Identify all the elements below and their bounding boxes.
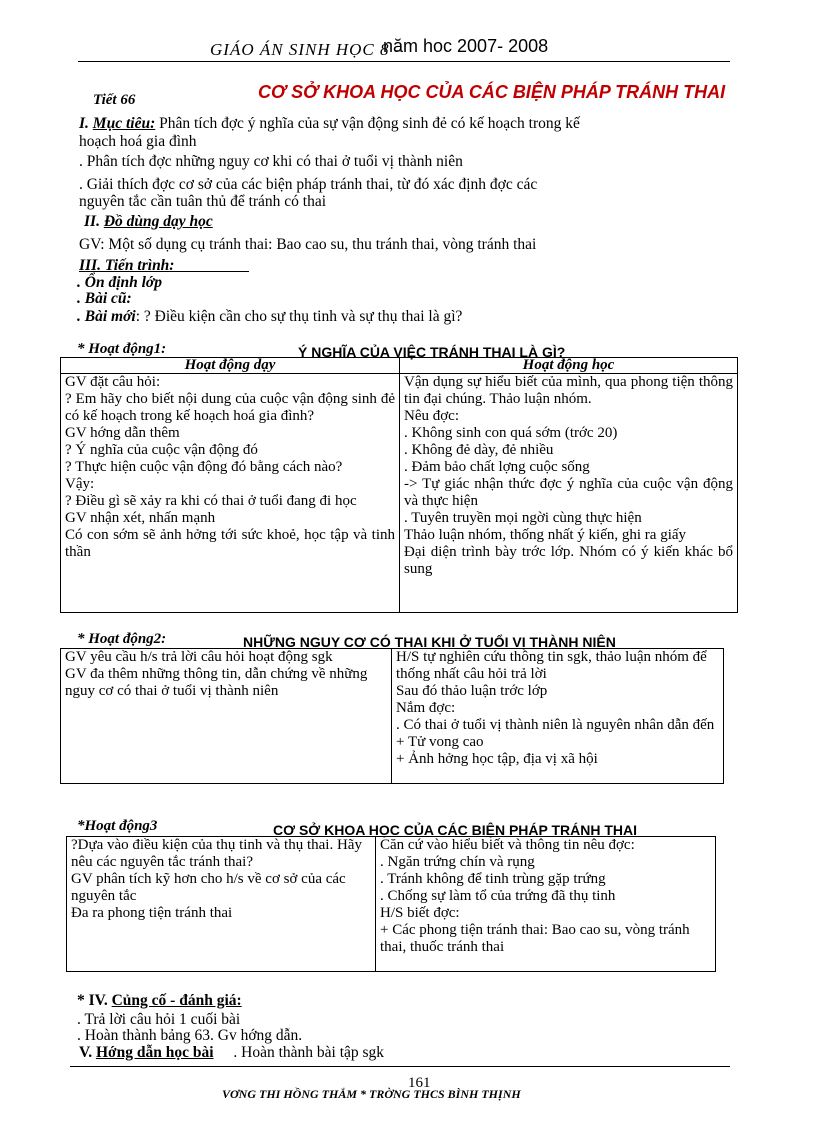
materials-label: II. xyxy=(84,213,100,230)
homework-heading: Hớng dẫn học bài xyxy=(95,1044,214,1061)
activity-1-teacher-item: GV hớng dẫn thêm xyxy=(65,425,180,441)
header-rule xyxy=(78,61,730,62)
activity-3-student-item: Căn cứ vào hiểu biết và thông tin nêu đợc: xyxy=(380,837,635,853)
activity-1-teacher-item: GV nhận xét, nhấn mạnh xyxy=(65,510,216,526)
materials-line-1: GV: Một số dụng cụ tránh thai: Bao cao su, thu tránh thai, vòng tránh thai xyxy=(79,236,537,253)
activity-1-student-item: . Không sinh con quá sớm (trớc 20) xyxy=(404,425,618,441)
activity-1-teacher-item: Vậy: xyxy=(65,476,95,492)
objectives-heading: Mục tiêu: xyxy=(92,115,156,132)
objectives-label: I. xyxy=(79,115,89,132)
page-number: 161 xyxy=(408,1075,431,1091)
review-heading-line xyxy=(77,992,242,1010)
activity-3-teacher-item: ?Dựa vào điều kiện của thụ tinh và thụ thai. Hãy nêu các nguyên tắc tránh thai? xyxy=(71,837,362,870)
activity-3-student-item: . Chống sự làm tổ của trứng đã thụ tinh xyxy=(380,888,616,904)
footer-author-school: VƠNG THI HỒNG THẮM * TRỜNG THCS BÌNH THỊNH xyxy=(222,1087,521,1101)
activity-1-table xyxy=(60,357,738,613)
activity-1-student-item: . Đảm bảo chất lợng cuộc sống xyxy=(404,459,590,475)
objectives-text-1: Phân tích đợc ý nghĩa của sự vận động sinh đẻ có kế hoạch trong kế xyxy=(159,115,580,132)
activity-2-student-item: Sau đó thảo luận trớc lớp xyxy=(396,683,548,699)
process-step-3-text: : ? Điều kiện cần cho sự thụ tinh và sự thụ thai là gì? xyxy=(135,308,463,325)
activity-1-student-item: . Tuyên truyền mọi ngời cùng thực hiện xyxy=(404,510,642,526)
activity-1-student-item: Nêu đợc: xyxy=(404,408,459,424)
review-label: * IV. xyxy=(77,992,108,1009)
activity-1-teacher-item: ? Em hãy cho biết nội dung của cuộc vận động sinh đẻ có kế hoạch trong kế hoạch hoá gia đình? xyxy=(65,391,395,424)
activity-2-student-item: H/S tự nghiên cứu thông tin sgk, thảo luận nhóm để thống nhất câu hỏi trả lời xyxy=(396,649,707,682)
process-heading: III. Tiến trình: xyxy=(79,257,175,274)
activity-2-student-item: + Tử vong cao xyxy=(396,734,484,750)
lesson-title: CƠ SỞ KHOA HỌC CỦA CÁC BIỆN PHÁP TRÁNH THAI xyxy=(258,82,726,102)
activity-3-label: *Hoạt động3 xyxy=(77,818,158,834)
activity-1-student-item: Thảo luận nhóm, thống nhất ý kiến, ghi ra giấy xyxy=(404,527,687,543)
review-heading: Củng cố - đánh giá: xyxy=(111,992,242,1009)
process-step-3 xyxy=(77,308,462,326)
process-step-1: . Ổn định lớp xyxy=(77,274,162,291)
objectives-line-1 xyxy=(79,115,580,133)
homework-text: . Hoàn thành bài tập sgk xyxy=(233,1044,385,1061)
objectives-line-3: . Giải thích đợc cơ sở của các biện pháp tránh thai, từ đó xác định đợc các xyxy=(79,176,538,193)
homework-label: V. xyxy=(79,1044,93,1061)
activity-2-title: NHỮNG NGUY CƠ CÓ THAI KHI Ở TUỔI VỊ THÀNH NIÊN xyxy=(243,634,616,650)
activity-3-title: CƠ SỞ KHOA HỌC CỦA CÁC BIỆN PHÁP TRÁNH THAI xyxy=(273,822,638,838)
footer-rule xyxy=(70,1066,730,1067)
activity-1-teacher-item: ? Điều gì sẽ xảy ra khi có thai ở tuổi đang đi học xyxy=(65,493,357,509)
process-underline xyxy=(79,271,249,272)
activity-2-table xyxy=(60,648,724,784)
activity-2-teacher-item: GV đa thêm những thông tin, dẫn chứng về những nguy cơ có thai ở tuổi vị thành niên xyxy=(65,666,368,699)
activity-3-student-item: + Các phong tiện tránh thai: Bao cao su, vòng tránh thai, thuốc tránh thai xyxy=(380,922,690,955)
activity-3-table xyxy=(66,836,716,972)
lesson-number: Tiết 66 xyxy=(93,92,136,108)
activity-1-student-item: Đại diện trình bày trớc lớp. Nhóm có ý kiến khác bổ sung xyxy=(404,544,733,577)
materials-heading-line xyxy=(84,213,213,231)
header-school-year: năm hoc 2007- 2008 xyxy=(383,36,549,56)
activity-3-teacher-item: Đa ra phong tiện tránh thai xyxy=(71,905,233,921)
activity-1-teacher-cell xyxy=(61,374,400,613)
activity-1-teacher-item: ? Ý nghĩa của cuộc vận động đó xyxy=(65,442,258,458)
activity-2-student-item: + Ảnh hởng học tập, địa vị xã hội xyxy=(396,751,598,767)
review-line-2: . Hoàn thành bảng 63. Gv hớng dẫn. xyxy=(77,1027,303,1044)
activity-1-teacher-item: GV đặt câu hỏi: xyxy=(65,374,161,390)
activity-1-student-item: -> Tự giác nhận thức đợc ý nghĩa của cuộc vận động và thực hiện xyxy=(404,476,733,509)
objectives-line-1b: hoạch hoá gia đình xyxy=(79,133,197,150)
activity-3-student-item: H/S biết đợc: xyxy=(380,905,460,921)
activity-3-student-cell xyxy=(376,837,716,972)
review-line-1: . Trả lời câu hỏi 1 cuối bài xyxy=(77,1011,241,1028)
activity-3-teacher-cell xyxy=(67,837,376,972)
objectives-line-3b: nguyên tắc cần tuân thủ để tránh có thai xyxy=(79,193,327,210)
activity-3-student-item: . Tránh không để tinh trùng gặp trứng xyxy=(380,871,606,887)
activity-2-student-item: . Có thai ở tuổi vị thành niên là nguyên nhân dẫn đến xyxy=(396,717,715,733)
activity-1-title: Ý NGHĨA CỦA VIỆC TRÁNH THAI LÀ GÌ? xyxy=(298,344,566,360)
objectives-line-2: . Phân tích đợc những nguy cơ khi có thai ở tuổi vị thành niên xyxy=(79,153,463,170)
activity-1-teacher-item: Có con sớm sẽ ảnh hởng tới sức khoẻ, học tập và tinh thần xyxy=(65,527,395,560)
homework-line xyxy=(79,1044,384,1062)
activity-1-header-teacher: Hoạt động dạy xyxy=(61,358,400,374)
activity-1-student-cell xyxy=(400,374,738,613)
process-step-3-label: . Bài mới xyxy=(77,308,136,325)
header-subject: GIÁO ÁN SINH HỌC 8 - xyxy=(210,40,402,59)
activity-1-label: * Hoạt động1: xyxy=(77,341,167,357)
process-step-2: . Bài cũ: xyxy=(77,290,132,307)
materials-heading: Đồ dùng dạy học xyxy=(103,213,213,230)
activity-1-student-item: . Không đẻ dày, đẻ nhiều xyxy=(404,442,554,458)
activity-2-student-cell xyxy=(392,649,724,784)
activity-2-label: * Hoạt động2: xyxy=(77,631,167,647)
activity-1-teacher-item: ? Thực hiện cuộc vận động đó bằng cách nào? xyxy=(65,459,343,475)
activity-2-student-item: Nắm đợc: xyxy=(396,700,456,716)
activity-3-teacher-item: GV phân tích kỹ hơn cho h/s về cơ sở của các nguyên tắc xyxy=(71,871,346,904)
activity-1-header-student: Hoạt động học xyxy=(400,358,738,374)
activity-2-teacher-cell xyxy=(61,649,392,784)
activity-2-teacher-item: GV yêu cầu h/s trả lời câu hỏi hoạt động sgk xyxy=(65,649,333,665)
activity-3-student-item: . Ngăn trứng chín và rụng xyxy=(380,854,535,870)
activity-1-student-item: Vận dụng sự hiểu biết của mình, qua phong tiện thông tin đại chúng. Thảo luận nhóm. xyxy=(404,374,733,407)
